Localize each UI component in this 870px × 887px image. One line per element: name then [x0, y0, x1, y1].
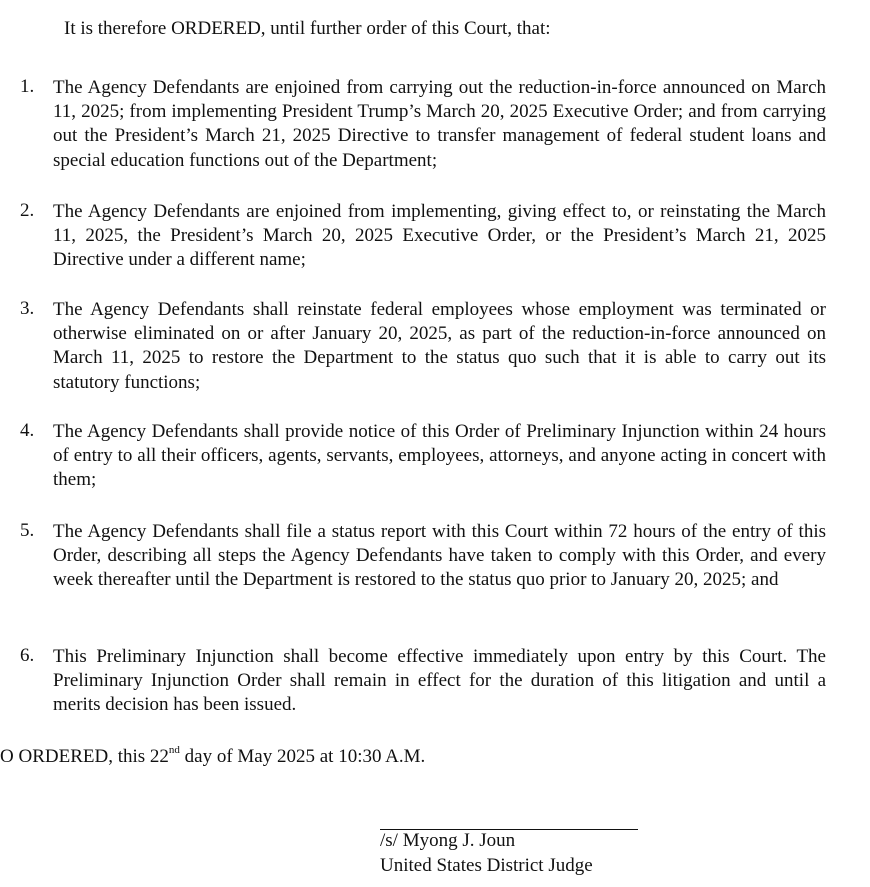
order-item-3: [20, 298, 826, 395]
closing-line: O ORDERED, this 22nd day of May 2025 at 10:30 A.M.: [0, 744, 426, 767]
order-item-4: [20, 420, 826, 493]
item-text: The Agency Defendants shall provide notice of this Order of Preliminary Injunction within 24 hours of entry to all their officers, agents, servants, employees, attorneys, and anyone acting in concert with them;: [53, 421, 826, 491]
signature-name: /s/ Myong J. Joun: [380, 830, 516, 851]
item-text: The Agency Defendants are enjoined from implementing, giving effect to, or reinstating the March 11, 2025, the President’s March 20, 2025 Executive Order, or the President’s March 21, 2025 Directive under a different name;: [53, 201, 826, 271]
order-item-5: [20, 520, 826, 593]
item-number: 3.: [20, 298, 35, 319]
item-text: The Agency Defendants shall file a status report with this Court within 72 hours of the entry of this Order, describing all steps the Agency Defendants have taken to comply with this Order, and every week thereafter until the Department is restored to the status quo prior to January 20, 2025; and: [53, 521, 826, 591]
item-number: 1.: [20, 76, 35, 97]
order-item-6: [20, 645, 826, 718]
order-item-1: [20, 76, 826, 173]
item-text: The Agency Defendants are enjoined from carrying out the reduction-in-force announced on March 11, 2025; from implementing President Trump’s March 20, 2025 Executive Order; and from carrying out the President’s March 21, 2025 Directive to transfer management of federal student loans and special education functions out of the Department;: [53, 77, 826, 171]
item-number: 2.: [20, 200, 35, 221]
order-item-2: [20, 200, 826, 273]
signature-title: United States District Judge: [380, 855, 593, 876]
item-text: The Agency Defendants shall reinstate federal employees whose employment was terminated or otherwise eliminated on or after January 20, 2025, as part of the reduction-in-force announced on March 11, 2025 to restore the Department to the status quo such that it is able to carry out its statutory functions;: [53, 299, 826, 393]
intro-paragraph: It is therefore ORDERED, until further order of this Court, that:: [64, 18, 551, 39]
ordinal-suffix: nd: [168, 744, 180, 756]
item-number: 5.: [20, 520, 35, 541]
item-number: 6.: [20, 645, 35, 666]
item-text: This Preliminary Injunction shall become effective immediately upon entry by this Court. The Preliminary Injunction Order shall remain in effect for the duration of this litigation and until a merits decision has been issued.: [53, 646, 826, 716]
item-number: 4.: [20, 420, 35, 441]
signature-line: [380, 829, 638, 830]
